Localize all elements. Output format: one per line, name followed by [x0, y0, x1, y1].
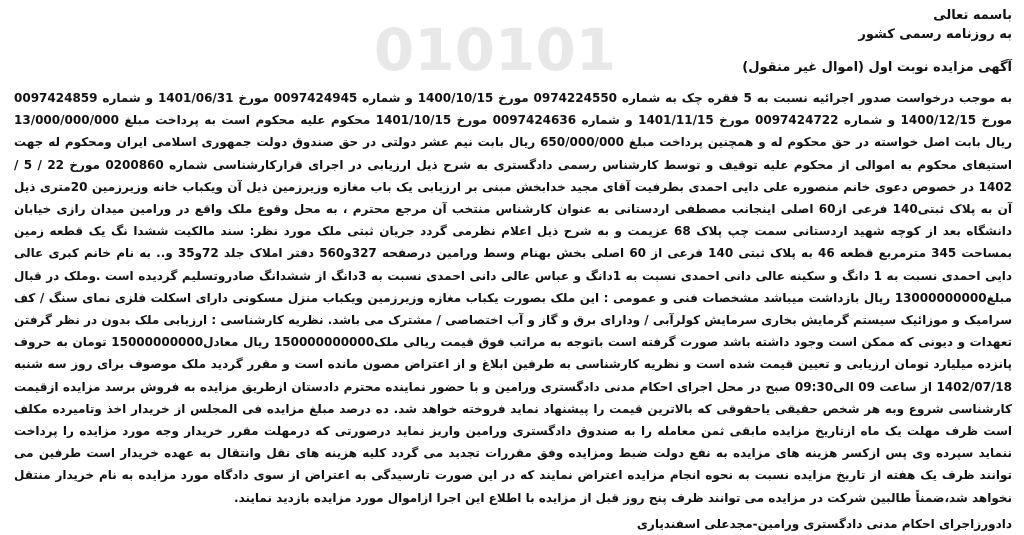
notice-paragraph: به موجب درخواست صدور اجرائیه نسبت به 5 فقره چک به شماره 0974224550 مورخ 1400/10/15 و شماره 0097424945 مورخ 1401/06/31 و شماره 0097424859 مورخ 1400/12/15 و شماره 0097424722 مورخ 1401/11/15 و شماره 0097424636 مورخ 1401/10/15 محکوم علیه محکوم است به پرداخت مبلغ 13/000/000/000 ریال بابت اصل خواسته در حق محکوم له و همچنین پرداخت مبلغ 650/000/000 ریال بابت نیم عشر دولتی در حق صندوق دولت جمهوری اسلامی ایران ومحکوم له جهت استیفای محکوم به اموالی از محکوم علیه توقیف و توسط کارشناس رسمی دادگستری به شرح ذیل ارزیابی در اجرای قرارکارشناسی شماره 0200860 مورخ 22 / 5 / 1402 در خصوص دعوی خانم منصوره علی دایی احمدی بطرفیت آقای مجید خدابخش مبنی بر ارزیابی یک باب مغازه وزیرزمین ذیل آن ویکباب خانه وزیرزمین 20متری ذیل آن به پلاک ثبتی140 فرعی از60 اصلی اینجانب مصطفی اردستانی به عنوان کارشناس منتخب آن مرجع محترم ، به محل وقوع ملک واقع در ورامین میدان رازی خیابان دانشگاه بعد از کوچه شهید اردستانی سمت چپ پلاک 68 عزیمت و به شرح ذیل اعلام نظرمی گردد جریان ثبتی ملک مورد نظر: سند مالکیت ششدا نگ یک قطعه زمین بمساحت 345 مترمربع قطعه 46 به پلاک ثبتی 140 فرعی از 60 اصلی بخش بهنام وسط ورامین درصفحه 327و560 دفتر املاک جلد 72و35 و.. به نام خانم کبری عالی دایی احمدی نسبت به 1 دانگ و سکینه عالی دانی احمدی نسبت به 1دانگ و عباس عالی دانی احمدی نسبت به 3دانگ از ششدانگ صادروتسلیم گردیده است .وملک در قبال مبلغ13000000000 ریال بازداشت میباشد مشخصات فنی و عمومی : این ملک بصورت یکباب مغازه وزیرزمین ویکباب منزل مسکونی دارای اسکلت فلزی نمای سنگ / کف سرامیک و موزائیک سیستم گرمایش بخاری سرمایش کولرآبی / ودارای برق و گاز و آب اختصاصی / مشترک می باشد. نظریه کارشناسی : ارزیابی ملک بدون در نظر گرفتن تعهدات و دیونی که ممکن است وجود داشته باشد صورت گرفته است باتوجه به مراتب فوق قیمت ریالی ملک150000000000 ریال معادل15000000000 تومان به حروف پانزده میلیارد تومان ارزیابی و تعیین قیمت شده است و نظریه کارشناسی به طرفین ابلاغ و از اعتراض مصون مانده است و مقرر گردید ملک موصوف برای روز سه شنبه 1402/07/18 از ساعت 09 الی09:30 صبح در محل اجرای احکام مدنی دادگستری ورامین و با حضور نماینده محترم دادستان ازطریق مزایده به فروش برسد مزایده ازقیمت کارشناسی شروع وبه هر شخص حقیقی یاحقوقی که بالاترین قیمت را پیشنهاد نماید فروخته خواهد شد. ده درصد مبلغ مزایده فی المجلس از خریدار اخذ وتامیرده مکلف است ظرف مهلت یک ماه ازتاریخ مزایده مابقی ثمن معامله را به صندوق دادگستری ورامین واریز نماید درصورتی که درمهلت مقرر خریدار وجه مورد مزایده را پرداخت ننماید سپرده وی پس ازکسر هزینه های مزایده به نفع دولت ضبط ومزایده وفق مقررات تجدید می گردد کلیه هزینه های نقل وانتقال به عهده خریدار است طرفین می توانند ظرف یک هفته از تاریخ مزایده نسبت به نحوه انجام مزایده اعتراض نمایند که در این صورت تارسیدگی به اعتراض از سوی دادگاه مورد مزایده به نام خریدار منتقل نخواهد شد،ضمناً طالبین شرکت در مزایده می توانند ظرف پنج روز قبل از مزایده با اطلاع این اجرا ازاموال مورد مزایده بازدید نمایند.: [14, 91, 1013, 505]
auction-title: آگهی مزایده نوبت اول (اموال غیر منقول): [742, 60, 1012, 75]
bismillah-heading: باسمه تعالی: [933, 8, 1012, 23]
newspaper-line: به روزنامه رسمی کشور: [858, 27, 1012, 42]
watermark-text: 010101: [373, 18, 617, 84]
signature-line: دادورزاجرای احکام مدنی دادگستری ورامین-مجدعلی اسفندیاری: [636, 516, 1012, 531]
notice-body: [14, 87, 1012, 509]
